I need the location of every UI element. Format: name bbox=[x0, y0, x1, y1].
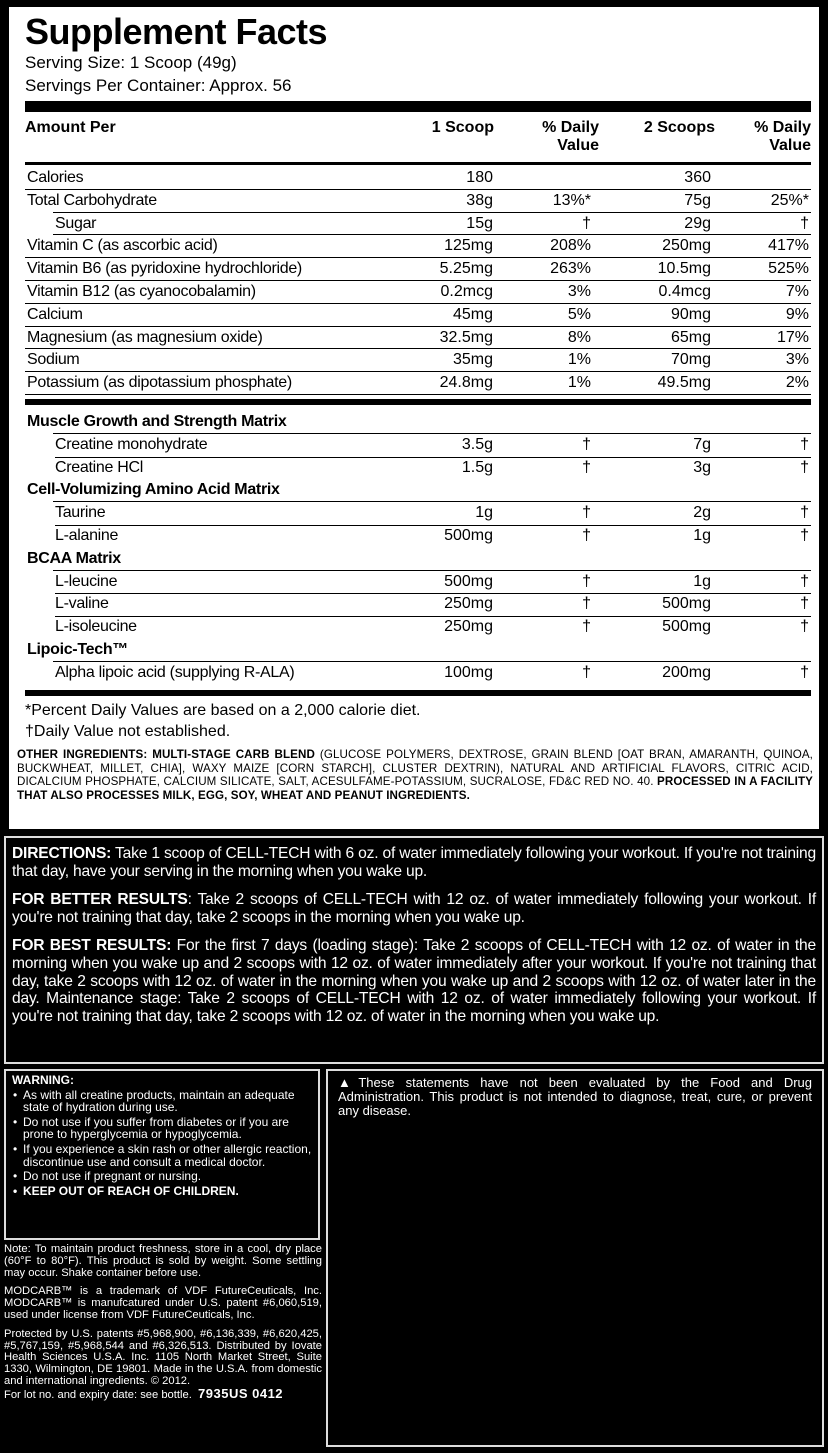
value-2-scoops: 500mg bbox=[662, 618, 711, 636]
fda-disclaimer-box bbox=[326, 1069, 824, 1447]
blend-ingredient-row bbox=[25, 571, 811, 594]
value-2-scoops: 1g bbox=[693, 572, 711, 590]
daily-value-1-scoop: † bbox=[582, 526, 591, 544]
other-ingredients-label: OTHER INGREDIENTS: MULTI-STAGE CARB BLEND bbox=[17, 748, 315, 761]
nutrient-row bbox=[25, 258, 811, 281]
directions-box bbox=[4, 836, 824, 1064]
daily-value-1-scoop: 1% bbox=[567, 351, 591, 369]
trademark-note: MODCARB™ is a trademark of VDF FutureCeuticals, Inc. MODCARB™ is manufcatured under U.S. patent #6,060,519, used under license from VDF FutureCeuticals, Inc. bbox=[4, 1285, 322, 1321]
nutrient-row bbox=[25, 167, 811, 190]
daily-value-2-scoops: † bbox=[800, 663, 809, 681]
directions-label: DIRECTIONS: bbox=[12, 845, 112, 862]
blend-ingredient-row bbox=[25, 616, 811, 639]
nutrient-name: Total Carbohydrate bbox=[27, 191, 157, 209]
value-1-scoop: 24.8mg bbox=[439, 374, 493, 392]
lot-code: 7935US 0412 bbox=[198, 1385, 284, 1401]
footnote-divider-bar bbox=[25, 690, 811, 696]
ingredient-name: Creatine HCl bbox=[55, 458, 143, 476]
ingredient-name: L-leucine bbox=[55, 572, 118, 590]
daily-value-2-scoops: † bbox=[800, 595, 809, 613]
serving-size: Serving Size: 1 Scoop (49g) bbox=[25, 53, 237, 72]
blend-section-title bbox=[25, 411, 811, 434]
blend-section-title bbox=[25, 639, 811, 662]
daily-value-1-scoop: 3% bbox=[567, 282, 591, 300]
ingredient-name: Creatine monohydrate bbox=[55, 435, 208, 453]
daily-value-2-scoops: † bbox=[800, 214, 809, 232]
directions-better bbox=[12, 891, 816, 926]
daily-value-2-scoops: 2% bbox=[785, 374, 809, 392]
warning-title: WARNING: bbox=[12, 1073, 74, 1087]
daily-value-1-scoop: † bbox=[582, 663, 591, 681]
header-dv-1-line1: % Daily bbox=[542, 119, 599, 136]
directions-best bbox=[12, 937, 816, 1025]
blend-section-title bbox=[25, 479, 811, 502]
daily-value-1-scoop: † bbox=[582, 214, 591, 232]
blend-ingredient-row bbox=[25, 662, 811, 685]
daily-value-1-scoop: † bbox=[582, 572, 591, 590]
value-1-scoop: 5.25mg bbox=[439, 260, 493, 278]
value-1-scoop: 500mg bbox=[444, 526, 493, 544]
daily-value-2-scoops: † bbox=[800, 504, 809, 522]
daily-value-1-scoop: † bbox=[582, 618, 591, 636]
value-2-scoops: 200mg bbox=[662, 663, 711, 681]
daily-value-2-scoops: 417% bbox=[768, 237, 809, 255]
daily-value-1-scoop: † bbox=[582, 458, 591, 476]
ingredient-name: L-alanine bbox=[55, 526, 119, 544]
blend-name: Cell-Volumizing Amino Acid Matrix bbox=[27, 481, 280, 499]
nutrient-name: Magnesium (as magnesium oxide) bbox=[27, 328, 263, 346]
daily-value-1-scoop: 8% bbox=[567, 328, 591, 346]
nutrient-row bbox=[25, 213, 811, 236]
lot-text: For lot no. and expiry date: see bottle. bbox=[4, 1388, 192, 1401]
servings-per-container: Servings Per Container: Approx. 56 bbox=[25, 76, 292, 95]
value-2-scoops: 2g bbox=[693, 504, 711, 522]
better-results-label: FOR BETTER RESULTS bbox=[12, 891, 188, 909]
fda-disclaimer-text: ▲These statements have not been evaluated by the Food and Drug Administration. This product is not intended to diagnose, treat, cure, or prevent any disease. bbox=[338, 1075, 812, 1119]
header-rule bbox=[25, 162, 811, 165]
keep-out-of-reach: • KEEP OUT OF REACH OF CHILDREN. bbox=[12, 1185, 312, 1198]
patents-text: Protected by U.S. patents #5,968,900, #6,136,339, #6,620,425, #5,767,159, #5,968,544 and #6,326,513. Distributed by Iovate Health Sciences U.S.A. Inc. 1105 North Market Street, Suite 1330, Wilmington, DE 19801. Made in the U.S.A. from domestic and international ingredients. © 2012. bbox=[4, 1327, 322, 1387]
daily-value-1-scoop: 5% bbox=[567, 305, 591, 323]
value-1-scoop: 45mg bbox=[452, 305, 493, 323]
allergen-statement: PROCESSED IN A FACILITY THAT ALSO PROCESSES MILK, EGG, SOY, WHEAT AND PEANUT INGREDIENTS. bbox=[17, 775, 813, 802]
facts-title: Supplement Facts bbox=[25, 11, 328, 52]
value-1-scoop: 38g bbox=[466, 191, 493, 209]
footnote-not-established: †Daily Value not established. bbox=[25, 723, 231, 740]
nutrient-name: Potassium (as dipotassium phosphate) bbox=[27, 374, 292, 392]
value-2-scoops: 360 bbox=[684, 169, 711, 186]
lot-info bbox=[4, 1385, 284, 1401]
nutrient-row bbox=[25, 327, 811, 350]
supplement-facts-panel bbox=[8, 6, 820, 830]
nutrient-name: Vitamin B12 (as cyanocobalamin) bbox=[27, 282, 256, 300]
warning-item: • Do not use if pregnant or nursing. bbox=[12, 1170, 312, 1183]
nutrient-row bbox=[25, 281, 811, 304]
nutrient-name: Calcium bbox=[27, 305, 83, 323]
ingredient-name: Alpha lipoic acid (supplying R-ALA) bbox=[55, 663, 295, 681]
warning-item: • Do not use if you suffer from diabetes or if you are prone to hyperglycemia or hypoglycemia. bbox=[12, 1116, 312, 1141]
header-dv-2 bbox=[731, 119, 811, 155]
directions-text: Take 1 scoop of CELL-TECH with 6 oz. of water immediately following your workout. If you're not training that day, have your serving in the morning when you wake up. bbox=[12, 845, 816, 880]
daily-value-2-scoops: 7% bbox=[785, 282, 809, 300]
daily-value-1-scoop: † bbox=[582, 595, 591, 613]
header-amount-per: Amount Per bbox=[25, 119, 116, 136]
nutrient-name: Vitamin C (as ascorbic acid) bbox=[27, 237, 218, 255]
other-ingredients bbox=[17, 748, 813, 802]
header-1-scoop: 1 Scoop bbox=[431, 119, 494, 136]
daily-value-2-scoops: 9% bbox=[785, 305, 809, 323]
directions-standard bbox=[12, 845, 816, 880]
patents-note bbox=[4, 1329, 322, 1402]
daily-value-2-scoops: 525% bbox=[768, 260, 809, 278]
value-2-scoops: 65mg bbox=[670, 328, 711, 346]
value-1-scoop: 3.5g bbox=[461, 435, 493, 453]
blend-name: BCAA Matrix bbox=[27, 549, 121, 567]
best-results-label: FOR BEST RESULTS: bbox=[12, 937, 172, 955]
header-2-scoops: 2 Scoops bbox=[643, 119, 715, 136]
daily-value-2-scoops: † bbox=[800, 458, 809, 476]
value-2-scoops: 75g bbox=[684, 191, 711, 209]
header-dv-1 bbox=[509, 119, 599, 155]
value-2-scoops: 0.4mcg bbox=[658, 282, 711, 300]
other-ingredients-text: (GLUCOSE POLYMERS, DEXTROSE, GRAIN BLEND [OAT BRAN, AMARANTH, QUINOA, BUCKWHEAT, MILLET, CHIA], WAXY MAIZE [CORN STARCH], CLUSTER DEXTRIN), NATURAL AND ARTIFICIAL FLAVORS, CITRIC ACID, DICALCIUM PHOSPHATE, CALCIUM SILICATE, SALT, ACESULFAME-POTASSIUM, SUCRALOSE, FD&C RED NO. 40. bbox=[17, 748, 814, 789]
value-1-scoop: 100mg bbox=[444, 663, 493, 681]
blend-section-title bbox=[25, 548, 811, 571]
nutrient-name: Calories bbox=[27, 169, 84, 186]
value-1-scoop: 250mg bbox=[444, 595, 493, 613]
ingredient-name: Taurine bbox=[55, 504, 106, 522]
warning-item: • As with all creatine products, maintain an adequate state of hydration during use. bbox=[12, 1089, 312, 1114]
blend-ingredient-row bbox=[25, 525, 811, 548]
daily-value-1-scoop: 13%* bbox=[552, 191, 591, 209]
value-1-scoop: 180 bbox=[466, 169, 493, 186]
daily-value-2-scoops: † bbox=[800, 572, 809, 590]
value-2-scoops: 500mg bbox=[662, 595, 711, 613]
daily-value-1-scoop: † bbox=[582, 435, 591, 453]
blend-ingredient-row bbox=[25, 593, 811, 616]
best-results-text: For the first 7 days (loading stage): Take 2 scoops of CELL-TECH with 12 oz. of water in the morning when you wake up and 2 scoops with 12 oz. of water immediately after your workout. If you're not training that day, take 2 scoops with 12 oz. of water in the morning when you wake up and 2 scoops with 12 oz. of water later in the day. Maintenance stage: Take 2 scoops of CELL-TECH with 12 oz. of water immediately following your workout. If you're not training that day, take 2 scoops with 12 oz. of water in the morning when you wake up. bbox=[12, 937, 816, 1025]
nutrient-name: Vitamin B6 (as pyridoxine hydrochloride) bbox=[27, 260, 302, 278]
daily-value-2-scoops: 3% bbox=[785, 351, 809, 369]
better-results-text: : Take 2 scoops of CELL-TECH with 12 oz. of water immediately following your workout. If you're not training that day, take 2 scoops in the morning when you wake up. bbox=[12, 891, 816, 926]
daily-value-2-scoops: † bbox=[800, 526, 809, 544]
value-1-scoop: 500mg bbox=[444, 572, 493, 590]
nutrient-row bbox=[25, 190, 811, 213]
blend-ingredient-row bbox=[25, 502, 811, 525]
value-1-scoop: 32.5mg bbox=[439, 328, 493, 346]
blend-name: Muscle Growth and Strength Matrix bbox=[27, 413, 287, 430]
value-2-scoops: 70mg bbox=[670, 351, 711, 369]
value-1-scoop: 250mg bbox=[444, 618, 493, 636]
blend-ingredient-row bbox=[25, 457, 811, 480]
bottom-notes bbox=[4, 1244, 322, 1409]
ingredient-name: L-isoleucine bbox=[55, 618, 137, 636]
value-1-scoop: 1g bbox=[475, 504, 493, 522]
warning-item: • If you experience a skin rash or other allergic reaction, discontinue use and consult a medical doctor. bbox=[12, 1143, 312, 1168]
daily-value-1-scoop: 263% bbox=[550, 260, 591, 278]
value-2-scoops: 10.5mg bbox=[657, 260, 711, 278]
nutrient-row bbox=[25, 349, 811, 372]
value-2-scoops: 90mg bbox=[670, 305, 711, 323]
value-2-scoops: 49.5mg bbox=[657, 374, 711, 392]
top-divider-bar bbox=[25, 101, 811, 112]
daily-value-2-scoops: 17% bbox=[776, 328, 809, 346]
value-1-scoop: 35mg bbox=[452, 351, 493, 369]
blend-ingredient-row bbox=[25, 434, 811, 457]
value-1-scoop: 0.2mcg bbox=[440, 282, 493, 300]
value-2-scoops: 250mg bbox=[662, 237, 711, 255]
daily-value-1-scoop: 1% bbox=[567, 374, 591, 392]
footnote-daily-values: *Percent Daily Values are based on a 2,000 calorie diet. bbox=[25, 702, 421, 719]
mid-divider-bar bbox=[25, 399, 811, 405]
daily-value-2-scoops: 25%* bbox=[770, 191, 809, 209]
value-1-scoop: 125mg bbox=[444, 237, 493, 255]
header-dv-2-line2: Value bbox=[769, 137, 811, 154]
nutrient-name: Sodium bbox=[27, 351, 80, 369]
ingredient-name: L-valine bbox=[55, 595, 109, 613]
value-2-scoops: 3g bbox=[693, 458, 711, 476]
header-dv-2-line1: % Daily bbox=[754, 119, 811, 136]
blend-name: Lipoic-Tech™ bbox=[27, 640, 128, 658]
value-1-scoop: 15g bbox=[466, 214, 493, 232]
nutrient-name: Sugar bbox=[55, 214, 97, 232]
value-2-scoops: 7g bbox=[693, 435, 711, 453]
nutrient-row bbox=[25, 372, 811, 395]
value-2-scoops: 29g bbox=[684, 214, 711, 232]
value-2-scoops: 1g bbox=[693, 526, 711, 544]
daily-value-1-scoop: 208% bbox=[550, 237, 591, 255]
value-1-scoop: 1.5g bbox=[461, 458, 493, 476]
daily-value-2-scoops: † bbox=[800, 618, 809, 636]
blend-table bbox=[25, 411, 811, 685]
daily-value-2-scoops: † bbox=[800, 435, 809, 453]
nutrient-table bbox=[25, 167, 811, 395]
nutrient-row bbox=[25, 304, 811, 327]
warning-box bbox=[4, 1069, 320, 1240]
header-dv-1-line2: Value bbox=[557, 137, 599, 154]
nutrient-row bbox=[25, 235, 811, 258]
daily-value-1-scoop: † bbox=[582, 504, 591, 522]
storage-note: Note: To maintain product freshness, store in a cool, dry place (60°F to 80°F). This product is sold by weight. Some settling may occur. Shake container before use. bbox=[4, 1243, 322, 1279]
